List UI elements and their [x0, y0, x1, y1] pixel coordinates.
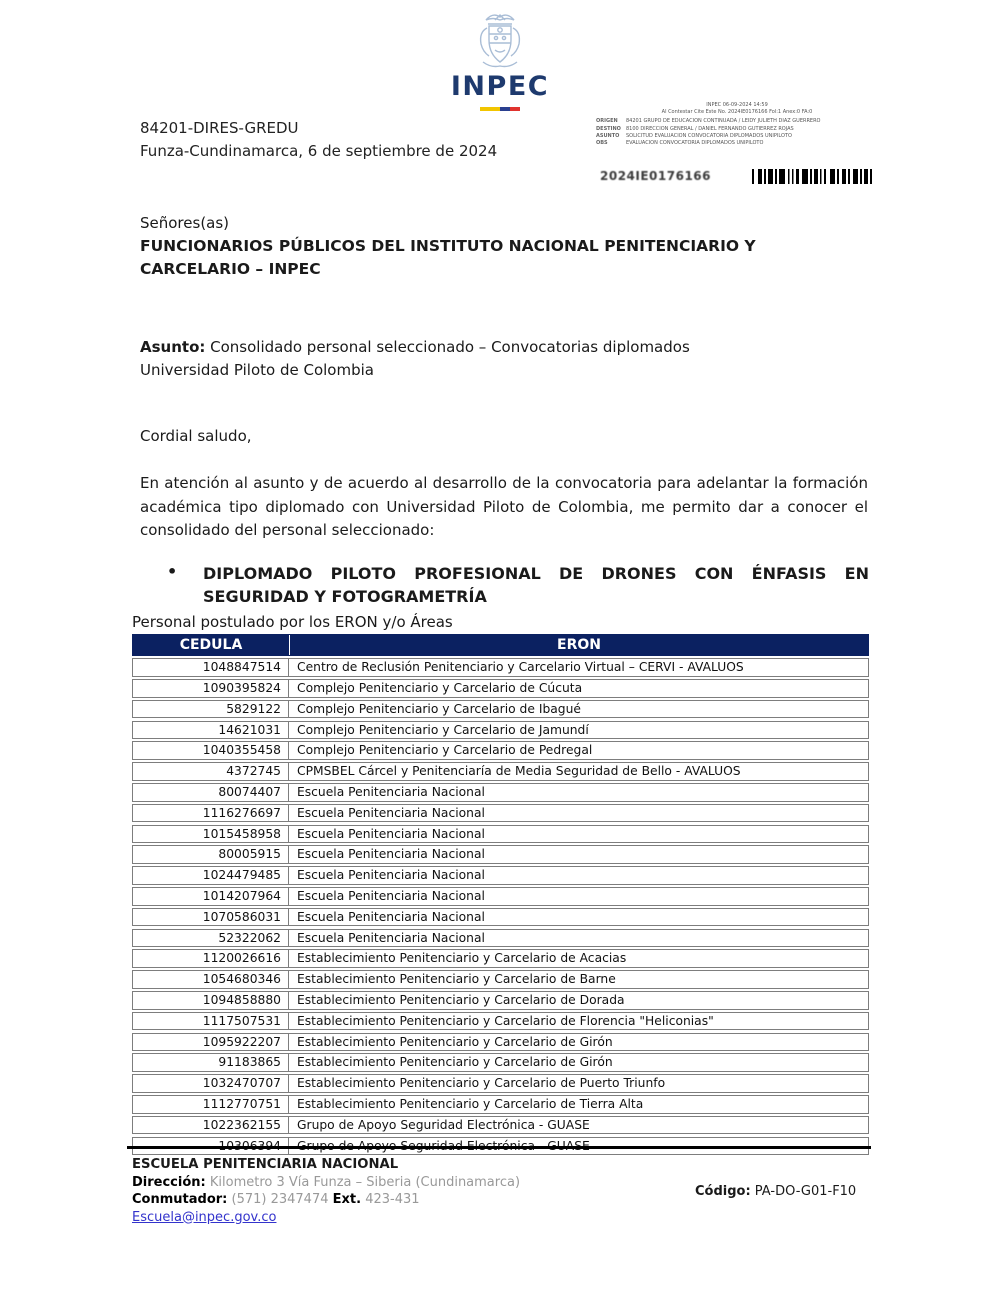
address-value: Kilometro 3 Vía Funza – Siberia (Cundinamarca) [205, 1174, 521, 1190]
cedula-cell: 1040355458 [133, 742, 289, 759]
stamp-row [596, 140, 878, 147]
stamp-row [596, 133, 878, 140]
footer-separator [127, 1146, 871, 1149]
table-row [132, 1116, 869, 1135]
eron-cell: Establecimiento Penitenciario y Carcelario de Florencia "Heliconias" [297, 1013, 714, 1028]
cedula-cell: 1090395824 [133, 680, 289, 697]
inpec-crest-icon [471, 10, 529, 72]
table-row [132, 929, 869, 948]
radicado-number: 2024IE0176166 [600, 169, 712, 183]
cedula-cell: 1117507531 [133, 1013, 289, 1030]
eron-cell: Escuela Penitenciaria Nacional [297, 805, 485, 820]
eron-cell: CPMSBEL Cárcel y Penitenciaría de Media Seguridad de Bello - AVALUOS [297, 764, 741, 779]
eron-cell: Escuela Penitenciaria Nacional [297, 930, 485, 945]
table-row [132, 679, 869, 698]
table-header-row [132, 634, 869, 656]
eron-cell: Establecimiento Penitenciario y Carcelario de Puerto Triunfo [297, 1076, 666, 1091]
table-header-cedula: CEDULA [133, 635, 290, 655]
colombia-flag-bar [480, 107, 520, 111]
logo-wordmark: INPEC [450, 71, 550, 102]
table-row [132, 908, 869, 927]
cedula-cell: 1094858880 [133, 992, 289, 1009]
diplomado-title-line1: DIPLOMADO PILOTO PROFESIONAL DE DRONES CON ÉNFASIS EN [203, 564, 869, 583]
address-label: Dirección: [132, 1174, 206, 1190]
place-date: Funza-Cundinamarca, 6 de septiembre de 2024 [140, 142, 498, 160]
stamp-row-value: 84201 GRUPO DE EDUCACION CONTINUADA / LEIDY JULIETH DIAZ GUERRERO [626, 118, 821, 125]
eron-cell: Escuela Penitenciaria Nacional [297, 785, 485, 800]
eron-cell: Establecimiento Penitenciario y Carcelario de Girón [297, 1055, 613, 1070]
radicado-stamp [596, 102, 878, 147]
recipient-name-line2: CARCELARIO – INPEC [140, 260, 321, 278]
diplomado-title-line2: SEGURIDAD Y FOTOGRAMETRÍA [203, 587, 487, 606]
subject-label: Asunto: [140, 338, 206, 356]
cedula-cell: 5829122 [133, 701, 289, 718]
subject-text: Consolidado personal seleccionado – Convocatorias diplomados Universidad Piloto de Colombia [140, 338, 690, 379]
cedula-cell: 1024479485 [133, 867, 289, 884]
eron-cell: Escuela Penitenciaria Nacional [297, 909, 485, 924]
flag-red [510, 107, 520, 111]
stamp-row-label: OBS [596, 140, 608, 147]
table-row [132, 721, 869, 740]
eron-cell: Centro de Reclusión Penitenciario y Carcelario Virtual – CERVI - AVALUOS [297, 660, 744, 675]
cedula-cell: 1054680346 [133, 971, 289, 988]
eron-cell: Escuela Penitenciaria Nacional [297, 868, 485, 883]
phone-value: (571) 2347474 [227, 1192, 333, 1207]
cedula-cell: 80074407 [133, 784, 289, 801]
phone-label: Conmutador: [132, 1192, 228, 1207]
cedula-cell: 1112770751 [133, 1096, 289, 1113]
cedula-cell: 91183865 [133, 1054, 289, 1071]
stamp-row-value: SOLICITUD EVALUACION CONVOCATORIA DIPLOMADOS UNIPILOTO [626, 132, 792, 139]
cedula-cell: 1032470707 [133, 1075, 289, 1092]
stamp-row-label: DESTINO [596, 125, 621, 132]
table-row [132, 866, 869, 885]
footer-phone-line [132, 1191, 520, 1209]
eron-cell: Complejo Penitenciario y Carcelario de Ibagué [297, 701, 581, 716]
table-row [132, 762, 869, 781]
email-link[interactable]: Escuela@inpec.gov.co [132, 1209, 277, 1225]
table-row [132, 1053, 869, 1072]
table-row [132, 658, 869, 677]
table-body [132, 658, 869, 1155]
table-caption: Personal postulado por los ERON y/o Áreas [132, 613, 453, 631]
cedula-cell: 14621031 [133, 722, 289, 739]
personnel-table [132, 634, 869, 1155]
eron-cell: Complejo Penitenciario y Carcelario de Pedregal [297, 743, 593, 758]
table-row [132, 949, 869, 968]
table-row [132, 1095, 869, 1114]
stamp-row-label: ASUNTO [596, 132, 620, 139]
stamp-row-value: EVALUACION CONVOCATORIA DIPLOMADOS UNIPILOTO [626, 140, 764, 147]
stamp-cite-line: Al Contestar Cite Este No. 2024IE0176166 Fol:1 Anex:0 FA:0 [661, 109, 813, 116]
eron-cell: Escuela Penitenciaria Nacional [297, 847, 485, 862]
eron-cell: Complejo Penitenciario y Carcelario de Jamundí [297, 722, 589, 737]
table-row [132, 1033, 869, 1052]
reference-block [140, 117, 497, 163]
cedula-cell: 1022362155 [133, 1117, 289, 1134]
table-row [132, 700, 869, 719]
ext-label: Ext. [332, 1192, 362, 1207]
table-row [132, 991, 869, 1010]
cedula-cell: 4372745 [133, 763, 289, 780]
ext-value: 423-431 [361, 1192, 420, 1207]
stamp-row-label: ORIGEN [596, 118, 618, 125]
footer-block [132, 1156, 520, 1226]
cedula-cell: 1120026616 [133, 950, 289, 967]
cedula-cell: 1116276697 [133, 805, 289, 822]
table-row [132, 1074, 869, 1093]
code-label: Código: [695, 1184, 751, 1199]
stamp-row [596, 126, 878, 133]
logo-block [0, 10, 1000, 115]
table-row [132, 845, 869, 864]
stamp-row-value: 8100 DIRECCION GENERAL / DANIEL FERNANDO GUTIERREZ ROJAS [626, 125, 794, 132]
eron-cell: Establecimiento Penitenciario y Carcelario de Tierra Alta [297, 1097, 644, 1112]
recipient-name-line1: FUNCIONARIOS PÚBLICOS DEL INSTITUTO NACIONAL PENITENCIARIO Y [140, 237, 756, 255]
body-paragraph: En atención al asunto y de acuerdo al desarrollo de la convocatoria para adelantar la formación académica tipo diplomado con Universidad Piloto de Colombia, me permito dar a conocer el consolidado del personal seleccionado: [140, 474, 868, 539]
flag-yellow [480, 107, 500, 111]
table-row [132, 783, 869, 802]
table-row [132, 970, 869, 989]
table-row [132, 804, 869, 823]
stamp-row [596, 118, 878, 125]
footer-org-name: ESCUELA PENITENCIARIA NACIONAL [132, 1157, 399, 1172]
code-value: PA-DO-G01-F10 [750, 1184, 857, 1199]
eron-cell: Complejo Penitenciario y Carcelario de Cúcuta [297, 681, 583, 696]
eron-cell: Escuela Penitenciaria Nacional [297, 889, 485, 904]
footer-email-line [132, 1209, 520, 1227]
table-header-eron: ERON [557, 637, 601, 653]
cedula-cell: 1014207964 [133, 888, 289, 905]
cedula-cell: 80005915 [133, 846, 289, 863]
eron-cell: Establecimiento Penitenciario y Carcelario de Dorada [297, 993, 625, 1008]
subject-paragraph [140, 336, 768, 382]
table-row [132, 1012, 869, 1031]
recipient-block [140, 212, 870, 281]
table-row [132, 825, 869, 844]
eron-cell: Escuela Penitenciaria Nacional [297, 826, 485, 841]
bullet-marker: • [167, 562, 178, 581]
barcode-icon [752, 169, 872, 184]
stamp-datetime: INPEC 06-09-2024 14:59 [706, 102, 768, 108]
table-row [132, 741, 869, 760]
eron-cell: Establecimiento Penitenciario y Carcelario de Barne [297, 972, 616, 987]
eron-cell: Grupo de Apoyo Seguridad Electrónica - GUASE [297, 1117, 590, 1132]
cedula-cell: 1095922207 [133, 1034, 289, 1051]
flag-blue [500, 107, 510, 111]
reference-number: 84201-DIRES-GREDU [140, 119, 299, 137]
footer-address-line [132, 1174, 520, 1192]
footer-code [695, 1184, 856, 1199]
cedula-cell: 1015458958 [133, 826, 289, 843]
salutation: Señores(as) [140, 214, 230, 232]
greeting: Cordial saludo, [140, 427, 252, 445]
stamp-detail-rows [596, 118, 878, 147]
cedula-cell: 1048847514 [133, 659, 289, 676]
eron-cell: Establecimiento Penitenciario y Carcelario de Girón [297, 1034, 613, 1049]
eron-cell: Establecimiento Penitenciario y Carcelario de Acacias [297, 951, 627, 966]
cedula-cell: 52322062 [133, 930, 289, 947]
cedula-cell: 1070586031 [133, 909, 289, 926]
bullet-heading [163, 562, 869, 608]
table-row [132, 887, 869, 906]
